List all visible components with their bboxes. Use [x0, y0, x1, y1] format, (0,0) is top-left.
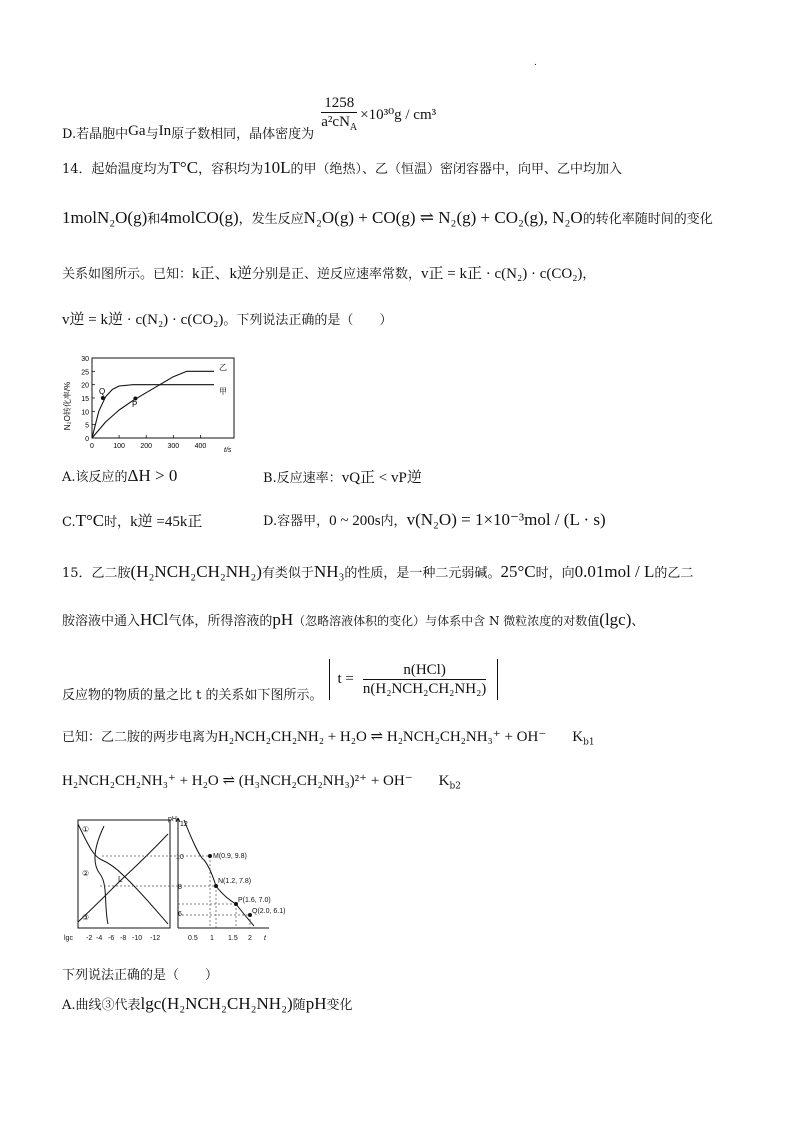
curve-1-label: ① [82, 825, 90, 834]
ytick-label: 10 [81, 409, 89, 417]
q14-optA-text: A.该反应的 [62, 470, 128, 485]
q14-l4-eq: v逆 = k逆 · c(N₂) · c(CO₂) [62, 312, 224, 328]
q15-l1d: 时，向 [535, 566, 575, 581]
q13d-den: a²cN [321, 114, 350, 130]
chart15-markers [208, 854, 252, 917]
q14-optA-eq: ΔH > 0 [127, 466, 178, 485]
chart14-label-yi: 乙 [219, 363, 227, 372]
lgc-tick: -6 [108, 935, 115, 942]
q14-l1-vol: 10L [263, 158, 291, 177]
chart14-xlabel: t/s [224, 447, 232, 454]
chart15-ylabel: pH [168, 816, 177, 823]
q14-l1-temp: T°C [169, 158, 199, 177]
chart15-lgc-label: lgc [64, 935, 73, 942]
q14-l1c: 的甲（绝热）、乙（恒温）密闭容器中，向甲、乙中均加入 [290, 162, 622, 177]
q15-l1c: 的性质，是一种二元弱碱。 [344, 566, 501, 581]
lgc-tick: -2 [86, 935, 93, 942]
point-l-label: L [118, 875, 123, 884]
xtick-label: 400 [194, 443, 207, 450]
q15-optA-c: 变化 [326, 998, 353, 1013]
corner-mark: . [534, 58, 537, 68]
ph-curve [184, 820, 254, 926]
q15-ratio-den: n(H₂NCH₂CH₂NH₂) [362, 680, 487, 697]
q13d-den-sub: A [349, 122, 358, 133]
ytick-label: 30 [81, 356, 89, 363]
q15-l4a: 已知：乙二胺的两步电离为 [62, 730, 219, 745]
q14-option-c [62, 510, 202, 531]
xtick-label: 0 [90, 443, 94, 450]
q14-l3b: 分别是正、逆反应速率常数， [252, 267, 422, 282]
q14-line1 [62, 158, 622, 178]
q15-l1a: 15．乙二胺 [62, 566, 131, 581]
chart14-ylabel: N₂O转化率/% [63, 381, 72, 431]
q15-l2-hcl: HCl [140, 610, 169, 629]
q14-l3-eq: v正 = k正 · c(N₂) · c(CO₂) [421, 266, 583, 282]
q13d-num: 1258 [321, 94, 357, 113]
t-tick: 0.5 [188, 935, 198, 942]
lgc-tick: -12 [150, 935, 161, 942]
chart15-ytick-8: 8 [178, 884, 182, 891]
q14-option-d [263, 510, 606, 530]
chart15-ytick-6: 6 [178, 911, 182, 918]
q14-l4b: 。下列说法正确的是（ ） [223, 313, 393, 328]
xtick-label: 200 [140, 443, 153, 450]
ytick-label: 5 [85, 422, 89, 430]
q14-optD-a: D.容器甲， [263, 514, 330, 529]
chart14-label-q: Q [99, 387, 106, 396]
point-q [101, 396, 105, 400]
q13d-ga: Ga [128, 123, 146, 139]
q14-option-a [62, 466, 177, 486]
point-q-label: Q(2.0, 6.1) [252, 908, 286, 915]
q15-line3 [62, 652, 498, 706]
q15-l1e: 的乙二 [654, 566, 694, 581]
q15-l1b: 有类似于 [261, 566, 314, 581]
q14-optD-b: 内， [380, 514, 407, 529]
q13d-prefix: D.若晶胞中 [62, 127, 129, 142]
q14-optB-text: B.反应速率： [263, 471, 342, 486]
q14-optB-eq: vQ正 < vP逆 [341, 470, 422, 486]
q15-optA-b: 随 [292, 998, 306, 1013]
q14-optC-temp: T°C [75, 511, 105, 530]
q15-l2-lgc: (lgc) [599, 610, 632, 629]
q15-line1 [62, 562, 693, 582]
q14-l2b: 和 [147, 212, 161, 227]
q15-line5 [62, 771, 461, 792]
curve-2-label: ② [82, 869, 90, 878]
q15-l5-k: K [438, 773, 450, 789]
q15-optA-a: A.曲线③代表 [62, 998, 141, 1013]
q14-l2e: 的转化率随时间的变化 [582, 212, 713, 227]
chart14-label-p: P [132, 400, 138, 409]
q15-l4-eq: H₂NCH₂CH₂NH₂ + H₂O ⇌ H₂NCH₂CH₂NH₃⁺ + OH⁻ [218, 729, 547, 745]
t-tick: 1 [210, 935, 214, 942]
t-tick: 2 [248, 935, 252, 942]
q13d-yu: 与 [145, 127, 159, 142]
q13d-tail: ×10³⁰g / cm³ [360, 107, 437, 123]
q14-optC-eq: k逆 =45k正 [130, 514, 203, 530]
ytick-label: 20 [81, 382, 89, 390]
q14-option-b [263, 466, 422, 487]
q15-l1-formula: (H₂NCH₂CH₂NH₂) [130, 562, 262, 581]
q15-l4-k: K [572, 729, 584, 745]
q15-line2 [62, 610, 644, 630]
xtick-label: 300 [167, 443, 180, 450]
q14-line3 [62, 262, 595, 283]
q14-l3-k: k正、k逆 [192, 266, 253, 282]
q15-question: 下列说法正确的是（ ） [62, 968, 219, 983]
q15-l3a: 反应物的物质的量之比 t 的关系如下图所示。 [62, 687, 323, 703]
q15-ph-chart [64, 812, 284, 948]
q14-line2 [62, 208, 713, 228]
q15-option-a [62, 994, 352, 1014]
q15-l4-ksub: b1 [583, 737, 595, 748]
point-m-label: M(0.9, 9.8) [213, 853, 247, 860]
ytick-label: 25 [81, 369, 89, 377]
q13d-fraction [318, 94, 360, 137]
xtick-label: 100 [113, 443, 125, 450]
point-p-label: P(1.6, 7.0) [238, 897, 271, 904]
q14-l2a: 1molN₂O(g) [62, 208, 148, 227]
chart14-label-jia: 甲 [219, 387, 227, 396]
q15-l5-ksub: b2 [449, 781, 461, 792]
chart15-t-label: t [264, 935, 266, 942]
chart15-curves [78, 820, 254, 926]
q14-l2-eq: N₂O(g) + CO(g) ⇌ N₂(g) + CO₂(g), N₂O [303, 208, 583, 227]
lgc-tick: -8 [120, 935, 127, 942]
q14-optC-b: 时， [104, 515, 131, 530]
curve-3-label: ③ [82, 913, 90, 922]
lgc-tick: -4 [96, 935, 103, 942]
q13d-mid: 原子数相同，晶体密度为 [171, 127, 315, 142]
q14-l3a: 关系如图所示。已知： [62, 267, 193, 282]
q15-l1-conc: 0.01mol / L [574, 562, 655, 581]
chart15-guides [100, 856, 250, 928]
point-n-label: N(1.2, 7.8) [218, 878, 252, 885]
q14-optD-range: 0 ~ 200s [329, 513, 381, 529]
q15-l1-nh3: NH₃ [313, 562, 345, 581]
q15-l2b: 气体，所得溶液的 [168, 614, 273, 629]
q14-l3c: ， [582, 267, 596, 282]
q15-l2-ph: pH [272, 610, 294, 629]
q14-optC-a: C. [62, 515, 76, 530]
chart15-ytick-12: 12 [180, 821, 188, 828]
q15-l2c: （忽略溶液体积的变化）与体系中含 N 微粒浓度的对数值 [293, 614, 600, 628]
lgc-tick: -10 [132, 935, 143, 942]
q15-l1-temp: 25°C [500, 562, 536, 581]
q15-ratio-fraction [360, 661, 489, 698]
q13-option-d [62, 94, 437, 142]
q15-l2a: 胺溶液中通入 [62, 614, 141, 629]
q14-l2d: ，发生反应 [238, 212, 304, 227]
ytick-label: 0 [85, 436, 89, 443]
q14-l1b: ，容积均为 [198, 162, 264, 177]
q15-optA-eq: lgc(H₂NCH₂CH₂NH₂) [140, 994, 293, 1013]
q15-l5-eq: H₂NCH₂CH₂NH₃⁺ + H₂O ⇌ (H₃NCH₂CH₂NH₃)²⁺ + OH⁻ [62, 773, 413, 789]
q14-line4 [62, 308, 392, 329]
t-tick: 1.5 [228, 935, 238, 942]
q15-line4 [62, 726, 595, 748]
q14-l2c: 4molCO(g) [160, 208, 239, 227]
q15-l2d: 、 [631, 614, 645, 629]
ytick-label: 15 [81, 396, 89, 403]
q15-ratio-bracket [329, 659, 499, 700]
q15-ratio-t: t = [337, 670, 354, 687]
chart15-ytick-10: 10 [176, 854, 184, 861]
q14-l1a: 14．起始温度均为 [62, 162, 170, 177]
curve-2 [95, 826, 108, 924]
q15-ratio-num: n(HCl) [363, 661, 486, 680]
q13d-in: In [158, 123, 172, 139]
q14-conversion-chart [64, 350, 244, 456]
q14-optD-eq: v(N₂O) = 1×10⁻³mol / (L · s) [406, 510, 606, 529]
q15-optA-ph: pH [305, 994, 327, 1013]
